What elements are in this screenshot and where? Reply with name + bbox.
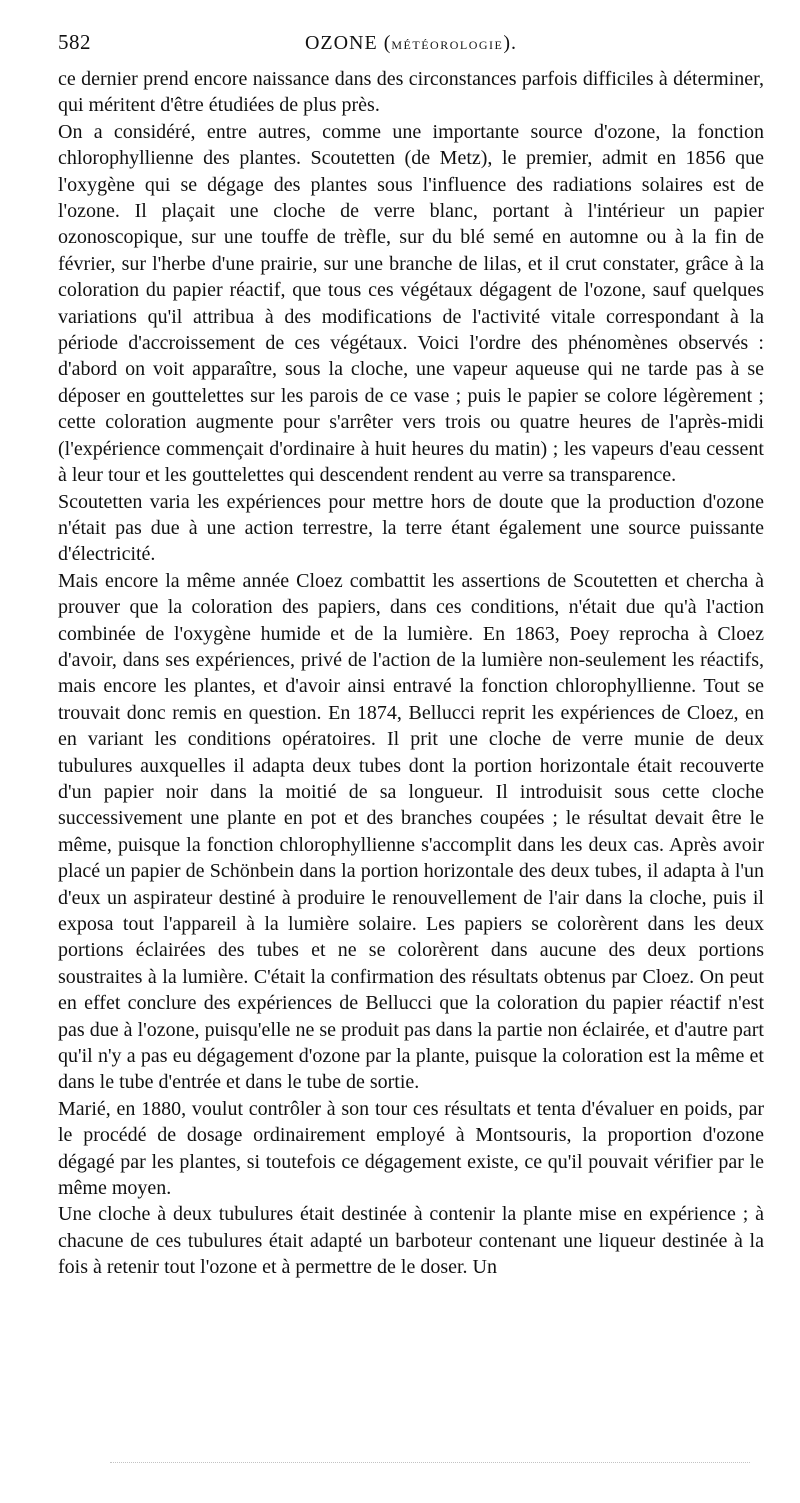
running-title-subtitle: MÉTÉOROLOGIE: [391, 38, 504, 52]
paragraph-2: On a considéré, entre autres, comme une importante source d'ozone, la fonction chlorophyllienne des plantes. Scoutetten (de Metz), le premier, admit en 1856 que l'oxygène qui se dégage des plantes sous l'influence des radiations solaires est de l'ozone. Il plaçait une cloche de verre blanc, portant à l'intérieur un papier ozonoscopique, sur une touffe de trèfle, sur du blé semé en automne ou à la fin de février, sur l'herbe d'une prairie, sur une branche de lilas, et il crut constater, grâce à la coloration du papier réactif, que tous ces végétaux dégagent de l'ozone, sauf quelques variations qu'il attribua à des modifications de l'activité vitale correspondant à la période d'accroissement de ces végétaux. Voici l'ordre des phénomènes observés : d'abord on voit apparaître, sous la cloche, une vapeur aqueuse qui ne tarde pas à se déposer en gouttelettes sur les parois de ce vase ; puis le papier se colore légèrement ; cette coloration augmente pour s'arrêter vers trois ou quatre heures de l'après-midi (l'expérience commençait d'ordinaire à huit heures du matin) ; les vapeurs d'eau cessent à leur tour et les gouttelettes qui descendent rendent au verre sa transparence.: [58, 120, 764, 487]
paragraph-5: Marié, en 1880, voulut contrôler à son tour ces résultats et tenta d'évaluer en poids, par le procédé de dosage ordinairement employé à Montsouris, la proportion d'ozone dégagé par les plantes, si toutefois ce dégagement existe, ce qu'il pouvait vérifier par le même moyen.: [58, 1097, 764, 1200]
footer-rule: [110, 1462, 750, 1463]
page-header: [58, 30, 764, 66]
page-number: 582: [58, 30, 91, 54]
running-title-open-paren: (: [383, 32, 392, 54]
running-title-close-paren: ).: [503, 32, 518, 54]
document-page: [58, 30, 764, 1281]
running-title: [58, 32, 764, 55]
paragraph-3: Scoutetten varia les expériences pour mettre hors de doute que la production d'ozone n'était pas due à une action terrestre, la terre étant également une source puissante d'électricité.: [58, 490, 764, 566]
running-title-main: OZONE: [304, 32, 378, 54]
body-text: [58, 66, 764, 1281]
paragraph-6: Une cloche à deux tubulures était destinée à contenir la plante mise en expérience ; à chacune de ces tubulures était adapté un barboteur contenant une liqueur destinée à la fois à retenir tout l'ozone et à permettre de le doser. Un: [58, 1203, 764, 1279]
paragraph-1: ce dernier prend encore naissance dans des circonstances parfois difficiles à déterminer, qui méritent d'être étudiées de plus près.: [58, 68, 764, 117]
paragraph-4: Mais encore la même année Cloez combattit les assertions de Scoutetten et chercha à prouver que la coloration des papiers, dans ces conditions, n'était due qu'à l'action combinée de l'oxygène humide et de la lumière. En 1863, Poey reprocha à Cloez d'avoir, dans ses expériences, privé de l'action de la lumière non-seulement les réactifs, mais encore les plantes, et d'avoir ainsi entravé la fonction chlorophyllienne. Tout se trouvait donc remis en question. En 1874, Bellucci reprit les expériences de Cloez, en en variant les conditions opératoires. Il prit une cloche de verre munie de deux tubulures auxquelles il adapta deux tubes dont la portion horizontale était recouverte d'un papier noir dans la moitié de sa longueur. Il introduisit sous cette cloche successivement une plante en pot et des branches coupées ; le résultat devait être le même, puisque la fonction chlorophyllienne s'accomplit dans les deux cas. Après avoir placé un papier de Schönbein dans la portion horizontale des deux tubes, il adapta à l'un d'eux un aspirateur destiné à produire le renouvellement de l'air dans la cloche, puis il exposa tout l'appareil à la lumière solaire. Les papiers se colorèrent dans les deux portions éclairées des tubes et ne se colorèrent dans aucune des deux portions soustraites à la lumière. C'était la confirmation des résultats obtenus par Cloez. On peut en effet conclure des expériences de Bellucci que la coloration du papier réactif n'est pas due à l'ozone, puisqu'elle ne se produit pas dans la partie non éclairée, et d'autre part qu'il n'y a pas eu dégagement d'ozone par la plante, puisque la coloration est la même et dans le tube d'entrée et dans le tube de sortie.: [58, 569, 764, 1094]
